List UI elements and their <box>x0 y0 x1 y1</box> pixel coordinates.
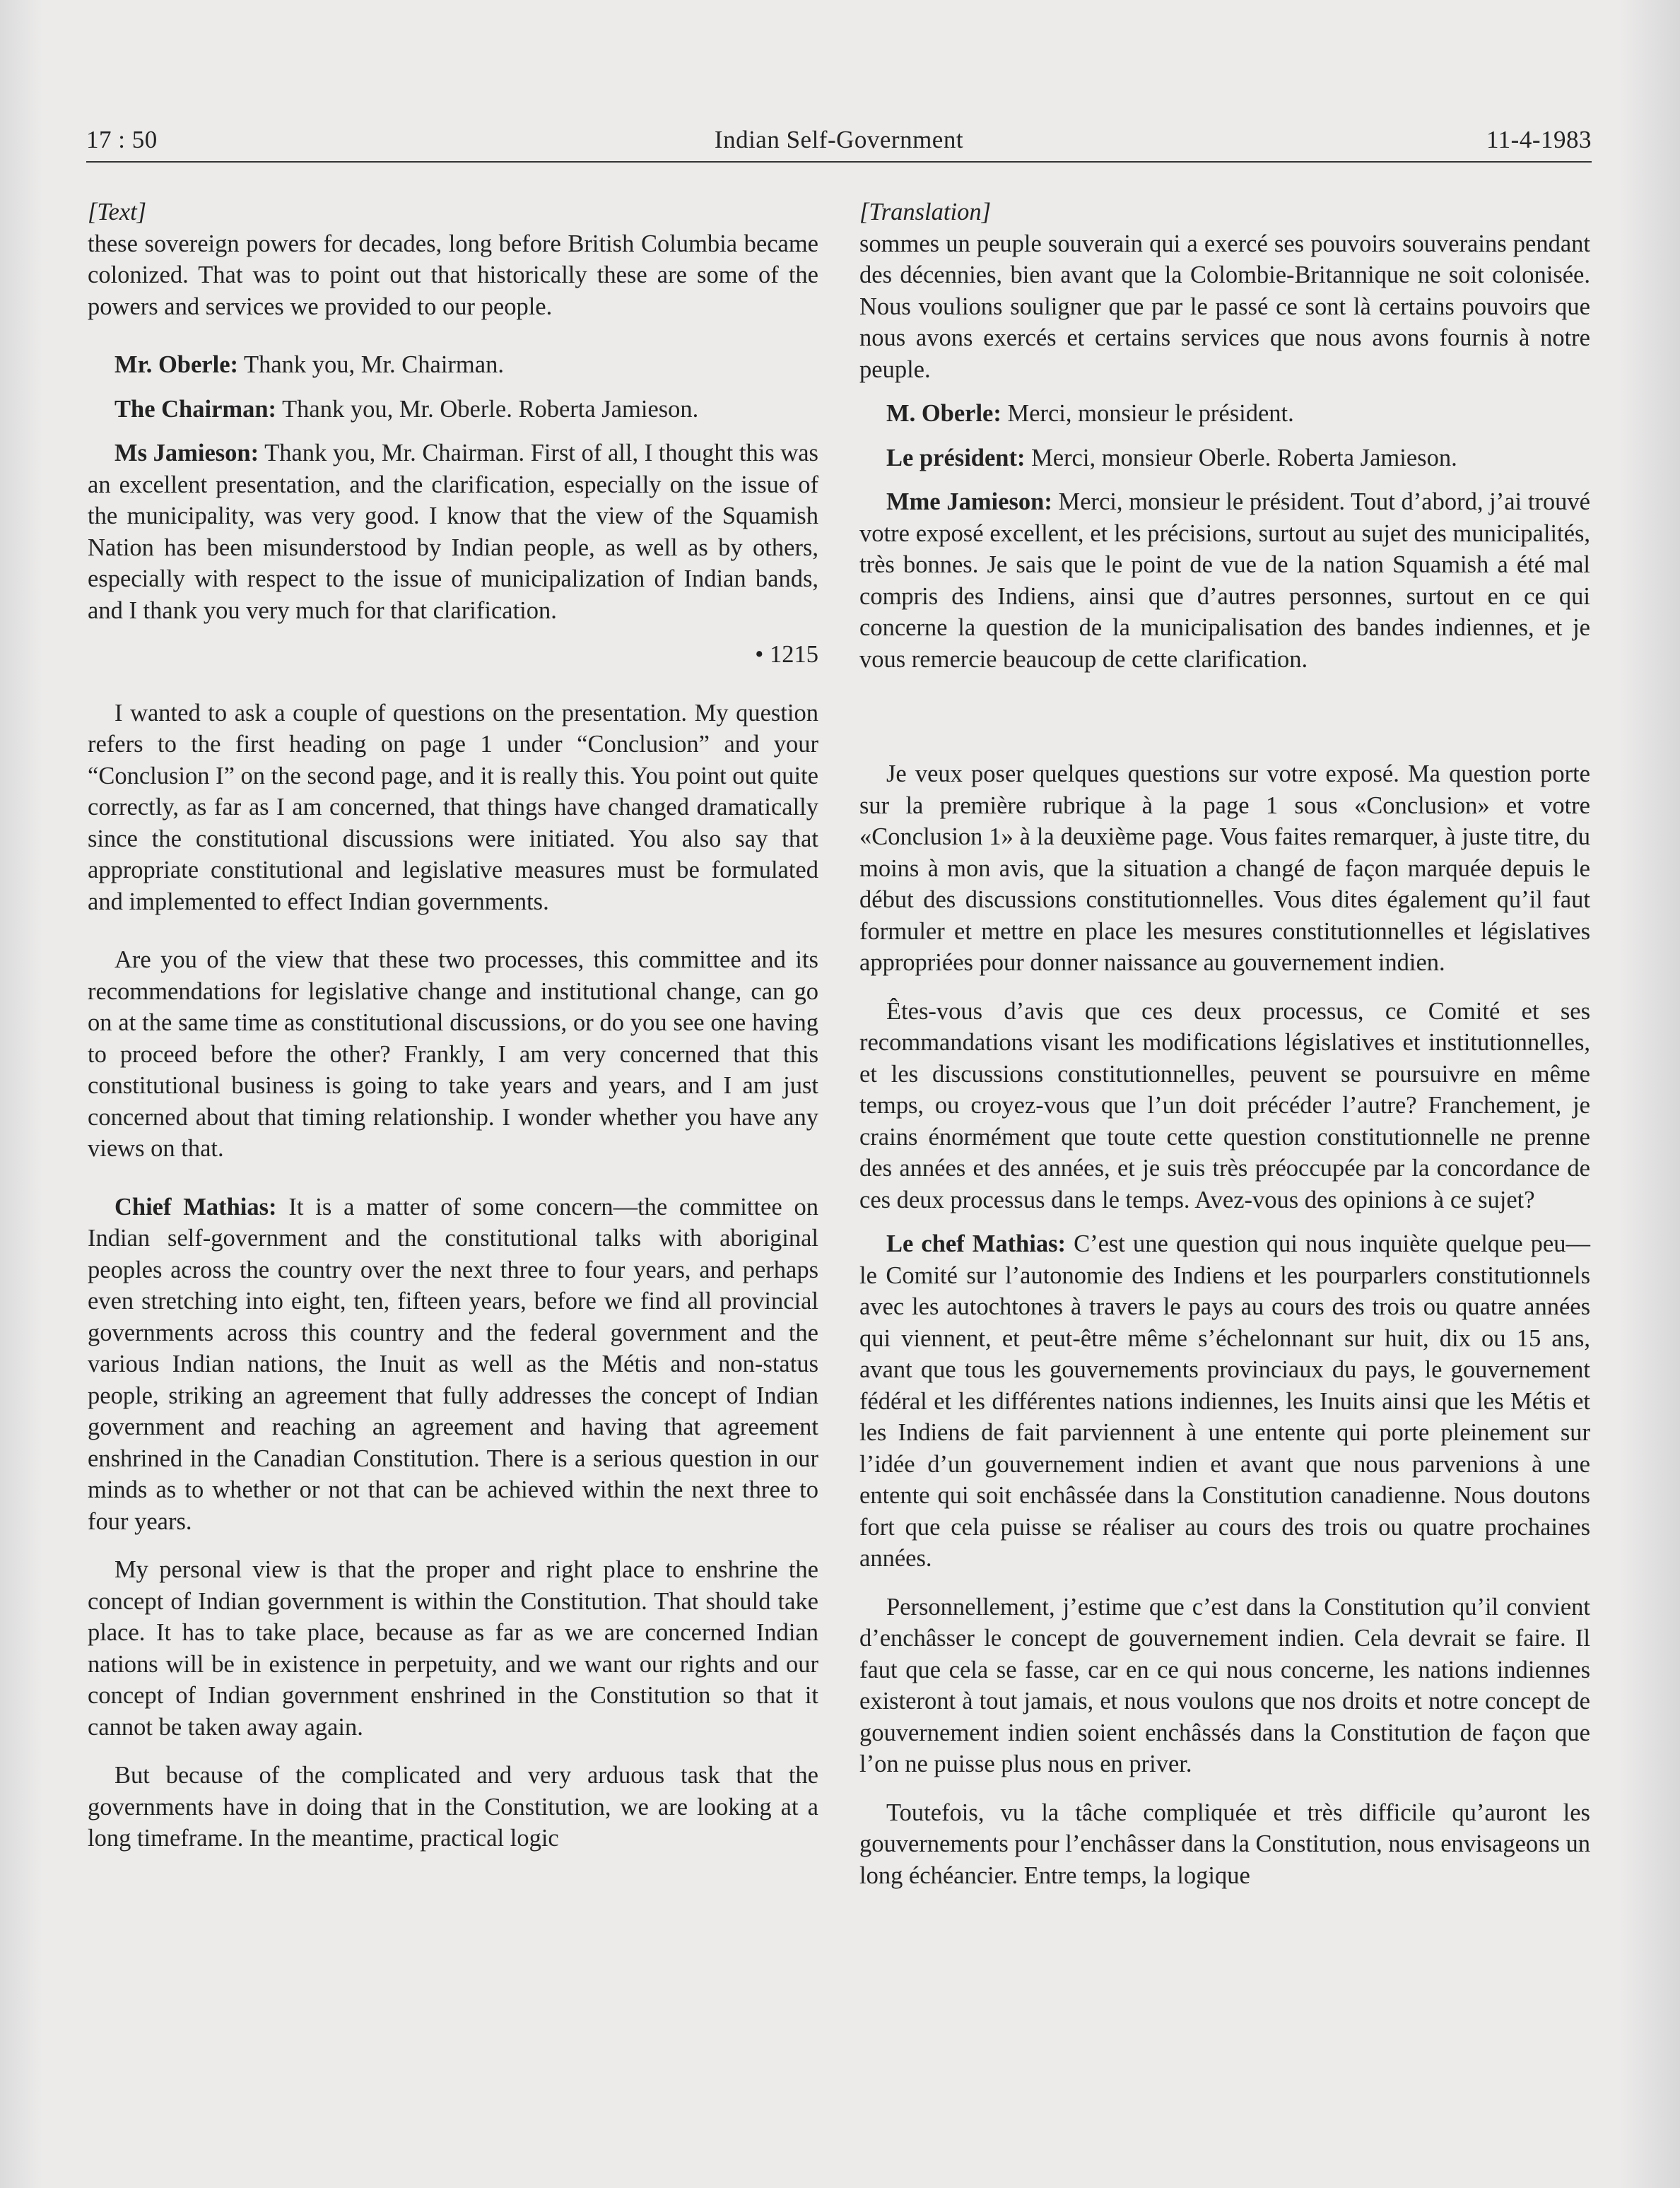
paragraph: Je veux poser quelques questions sur votre exposé. Ma question porte sur la première rubrique à la page 1 sous «Conclusion» et votre «Conclusion 1» à la deuxième page. Vous faites remarquer, à juste titre, du moins à mon avis, que la situation a changé de façon marquée depuis le début des discussions constitutionnelles. Vous dites également qu’il faut formuler et mettre en place les mesures constitutionnelles et législatives appropriées pour donner naissance au gouvernement indien. <box>859 760 1590 976</box>
paragraph: Personnellement, j’estime que c’est dans la Constitution qu’il convient d’enchâsser le concept de gouvernement indien. Cela devrait se faire. Il faut que cela se fasse, car en ce qui nous concerne, les nations indiennes existeront à tout jamais, et nous voulons que nos droits et notre concept de gouvernement indien soient enchâssés dans la Constitution de façon que l’on ne puisse plus nous en priver. <box>859 1593 1590 1777</box>
paragraph: Are you of the view that these two processes, this committee and its recommendations for legislative change and institutional change, can go on at the same time as constitutional discussions, or do you see one having to proceed before the other? Frankly, I am very concerned that this constitutional business is going to take years and years, and I am just concerned about that timing relationship. I wonder whether you have any views on that. <box>88 946 818 1162</box>
speaker-name: Mme Jamieson: <box>886 488 1052 515</box>
speech <box>88 437 818 626</box>
speaker-name: Chief Mathias: <box>114 1193 277 1221</box>
speech-text: Merci, monsieur le président. Tout d’abord, j’ai trouvé votre exposé excellent, et les précisions, surtout au sujet des municipalités, très bonnes. Je sais que le point de vue de la nation Squamish a été mal compris des Indiens, ainsi que d’autres personnes, surtout en ce qui concerne la question de la municipalisation des bandes indiennes, et je vous remercie beaucoup de cette clarification. <box>859 488 1590 673</box>
speech <box>88 349 818 381</box>
speech-text: Thank you, Mr. Chairman. First of all, I thought this was an excellent presentation, and the clarification, especially on the issue of the municipality, was very good. I know that the view of the Squamish Nation has been misunderstood by Indian people, as well as by others, especially with respect to the issue of municipalization of Indian bands, and I thank you very much for that clarification. <box>88 440 818 624</box>
paragraph: Toutefois, vu la tâche compliquée et très difficile qu’auront les gouvernements pour l’enchâsser dans la Constitution, nous envisageons un long échéancier. Entre temps, la logique <box>859 1799 1590 1889</box>
speech-text: It is a matter of some concern—the committee on Indian self-government and the constitutional talks with aboriginal peoples across the country over the next three to four years, and perhaps even stretching into eight, ten, fifteen years, before we find all provincial governments across this country and the federal government and the various Indian nations, the Inuit as well as the Métis and non-status people, striking an agreement that fully addresses the concept of Indian government and reaching an agreement and having that agreement enshrined in the Canadian Constitution. There is a serious question in our minds as to whether or not that can be achieved within the next three to four years. <box>88 1193 818 1535</box>
speech <box>859 442 1590 474</box>
paragraph: sommes un peuple souverain qui a exercé ses pouvoirs souverains pendant des décennies, bien avant que la Colombie-Britannique ne soit colonisée. Nous voulions souligner que par le passé ce sont là certains pouvoirs que nous avons exercés et certains services que nous avons fournis à notre peuple. <box>859 230 1590 383</box>
running-header <box>86 126 1592 161</box>
speech <box>859 486 1590 675</box>
publication-title: Indian Self-Government <box>714 126 964 153</box>
speech <box>88 394 818 425</box>
french-column <box>859 196 1590 1891</box>
speaker-name: Le chef Mathias: <box>886 1230 1066 1257</box>
paragraph: My personal view is that the proper and right place to enshrine the concept of Indian government is within the Constitution. That should take place. It has to take place, because as far as we are concerned Indian nations will be in existence in perpetuity, and we want our rights and our concept of Indian government enshrined in the Constitution so that it cannot be taken away again. <box>88 1556 818 1741</box>
speech <box>88 1192 818 1538</box>
speech-text: C’est une question qui nous inquiète quelque peu—le Comité sur l’autonomie des Indiens et les pourparlers constitutionnels avec les autochtones à travers le pays au cours des trois ou quatre années qui viennent, et peut-être même s’échelonnant sur huit, dix ou 15 ans, avant que tous les gouvernements provinciaux du pays, le gouvernement fédéral et les différentes nations indiennes, les Inuits ainsi que les Métis et les Indiens de fait parviennent à une entente qui porte pleinement sur l’idée d’un gouvernement indien et avant que nous parvenions à une entente qui soit enchâssée dans la Constitution canadienne. Nous doutons fort que cela puisse se réaliser au cours des trois ou quatre prochaines années. <box>859 1230 1590 1572</box>
speech-text: Thank you, Mr. Chairman. <box>238 351 504 378</box>
header-rule <box>86 161 1592 163</box>
header-date: 11-4-1983 <box>1486 126 1592 153</box>
speaker-name: The Chairman: <box>114 395 277 423</box>
speech-text: Merci, monsieur Oberle. Roberta Jamieson. <box>1025 444 1457 471</box>
section-label: [Translation] <box>859 199 991 225</box>
speaker-name: Ms Jamieson: <box>114 440 259 466</box>
paragraph: Êtes-vous d’avis que ces deux processus, ce Comité et ses recommandations visant les modifications législatives et institutionnelles, et les discussions constitutionnelles, peuvent se poursuivre en même temps, ou croyez-vous que l’un doit précéder l’autre? Franchement, je crains énormément que toute cette question constitutionnelle ne prenne des années et des années, et je suis très préoccupée par la concordance de ces deux processus dans le temps. Avez-vous des opinions à ce sujet? <box>859 997 1590 1213</box>
speech-text: Thank you, Mr. Oberle. Roberta Jamieson. <box>276 395 699 423</box>
paragraph: these sovereign powers for decades, long before British Columbia became colonized. That was to point out that historically these are some of the powers and services we provided to our people. <box>88 230 818 320</box>
timestamp: • 1215 <box>755 641 818 668</box>
speaker-name: Le président: <box>886 444 1026 471</box>
section-label: [Text] <box>88 199 147 225</box>
page-number: 17 : 50 <box>86 126 158 153</box>
speech <box>859 1228 1590 1575</box>
speech-text: Merci, monsieur le président. <box>1001 400 1294 427</box>
speaker-name: Mr. Oberle: <box>114 351 238 378</box>
paragraph: I wanted to ask a couple of questions on the presentation. My question refers to the first heading on page 1 under “Conclusion” and your “Conclusion I” on the second page, and it is really this. You point out quite correctly, as far as I am concerned, that things have changed dramatically since the constitutional discussions were initiated. You also say that appropriate constitutional and legislative measures must be formulated and implemented to effect Indian governments. <box>88 699 818 915</box>
speaker-name: M. Oberle: <box>886 400 1001 427</box>
english-column <box>88 196 818 1854</box>
paragraph: But because of the complicated and very arduous task that the governments have in doing that in the Constitution, we are looking at a long timeframe. In the meantime, practical logic <box>88 1762 818 1852</box>
speech <box>859 398 1590 430</box>
